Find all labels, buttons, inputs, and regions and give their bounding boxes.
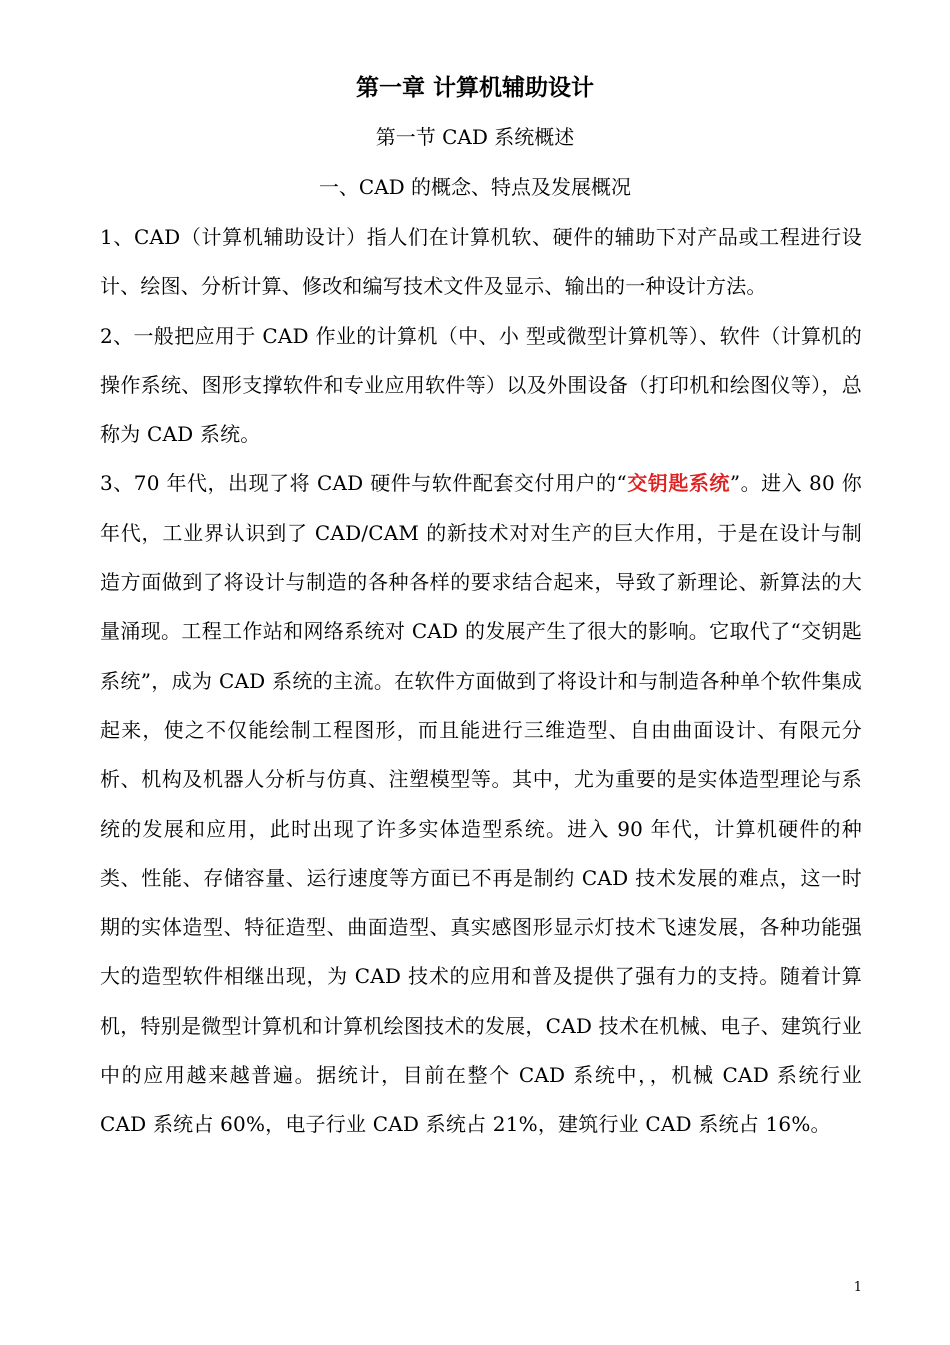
section-title: 第一节 CAD 系统概述	[375, 125, 575, 149]
paragraph-1: 1、CAD（计算机辅助设计）指人们在计算机软、硬件的辅助下对产品或工程进行设计、绘图、分析计算、修改和编写技术文件及显示、输出的一种设计方法。	[100, 225, 862, 299]
paragraph-3-rest: ”。进入 80 你年代，工业界认识到了 CAD/CAM 的新技术对对生产的巨大作用，于是在设计与制造方面做到了将设计与制造的各种各样的要求结合起来，导致了新理论、新算法的大量涌现。工程工作站和网络系统对 CAD 的发展产生了很大的影响。它取代了“交钥匙系统”，成为 CAD 系统的主流。在软件方面做到了将设计和与制造各种单个软件集成起来，使之不仅能绘制工程图形，而且能进行三维造型、自由曲面设计、有限元分析、机构及机器人分析与仿真、注塑模型等。其中，尤为重要的是实体造型理论与系统的发展和应用，此时出现了许多实体造型系统。进入 90 年代，计算机硬件的种类、性能、存储容量、运行速度等方面已不再是制约 CAD 技术发展的难点，这一时期的实体造型、特征造型、曲面造型、真实感图形显示灯技术飞速发展，各种功能强大的造型软件相继出现，为 CAD 技术的应用和普及提供了强有力的支持。随着计算机，特别是微型计算机和计算机绘图技术的发展，CAD 技术在机械、电子、建筑行业中的应用越来越普遍。据统计，目前在整个 CAD 系统中，，机械 CAD 系统行业 CAD 系统占 60%，电子行业 CAD 系统占 21%，建筑行业 CAD 系统占 16%。	[100, 471, 862, 1137]
paragraph-2: 2、一般把应用于 CAD 作业的计算机（中、小 型或微型计算机等）、软件（计算机的操作系统、图形支撑软件和专业应用软件等）以及外围设备（打印机和绘图仪等），总称为 CAD 系统。	[100, 323, 862, 447]
highlight-term: 交钥匙系统	[626, 471, 730, 496]
paragraph-3	[100, 459, 862, 1149]
page-number: 1	[853, 1280, 862, 1295]
document-body	[100, 213, 862, 1150]
chapter-title: 第一章 计算机辅助设计	[355, 75, 594, 101]
subsection-title: 一、CAD 的概念、特点及发展概况	[318, 175, 632, 199]
paragraph-3-intro: 3、70 年代，出现了将 CAD 硬件与软件配套交付用户的“	[100, 471, 627, 496]
